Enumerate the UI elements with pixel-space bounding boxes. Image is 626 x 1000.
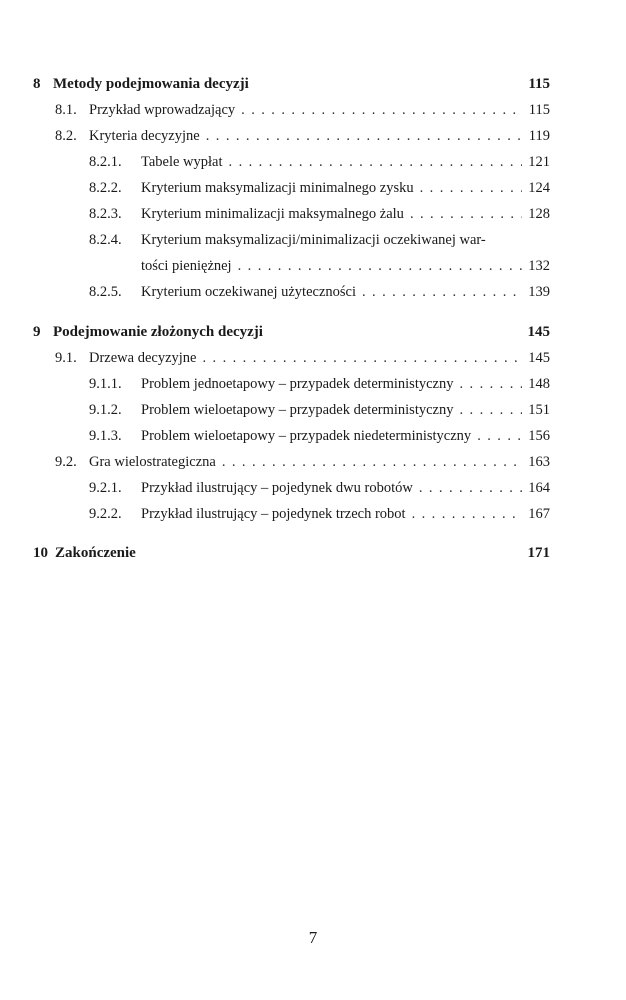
toc-entry-8-2-4 [89, 232, 550, 249]
entry-title: Kryterium minimalizacji maksymalnego żalu [141, 206, 404, 222]
entry-page: 156 [528, 428, 550, 444]
leader-dots [477, 428, 522, 445]
chapter-page: 171 [527, 545, 550, 561]
toc-entry-8-1 [55, 102, 550, 119]
entry-page: 132 [528, 258, 550, 274]
leader-dots [229, 154, 522, 171]
chapter-number: 8 [33, 76, 41, 92]
chapter-page: 115 [528, 76, 550, 92]
entry-page: 119 [528, 128, 550, 144]
entry-title: Problem wieloetapowy – przypadek deterministyczny [141, 402, 454, 418]
entry-number: 8.2.1. [89, 154, 122, 170]
entry-number: 9.1.1. [89, 376, 122, 392]
entry-number: 8.2.4. [89, 232, 122, 248]
leader-dots [412, 506, 522, 523]
entry-title: Kryteria decyzyjne [89, 128, 200, 144]
toc-entry-9-2 [55, 454, 550, 471]
entry-number: 8.2. [55, 128, 77, 144]
leader-dots [238, 258, 522, 275]
toc-entry-9-1 [55, 350, 550, 367]
chapter-page: 145 [527, 324, 550, 340]
entry-title: Przykład wprowadzający [89, 102, 236, 118]
entry-title: Tabele wypłat [141, 154, 223, 170]
toc-entry-8-2-5 [89, 284, 550, 301]
toc-entry-9-1-3 [89, 428, 550, 445]
entry-page: 148 [528, 376, 550, 392]
entry-page: 145 [528, 350, 550, 366]
entry-number: 9.1.3. [89, 428, 122, 444]
leader-dots [206, 128, 522, 145]
entry-page: 115 [528, 102, 550, 118]
entry-title: Problem wieloetapowy – przypadek niedeterministyczny [141, 428, 472, 444]
toc-entry-8-2 [55, 128, 550, 145]
chapter-number: 9 [33, 324, 41, 340]
entry-page: 121 [528, 154, 550, 170]
entry-page: 167 [528, 506, 550, 522]
entry-number: 9.2.2. [89, 506, 122, 522]
entry-number: 8.1. [55, 102, 77, 118]
toc-entry-9-1-2 [89, 402, 550, 419]
toc-entry-8-2-4-cont [141, 258, 550, 275]
entry-number: 9.2.1. [89, 480, 122, 496]
chapter-title: Zakończenie [55, 545, 136, 561]
entry-title: Przykład ilustrujący – pojedynek dwu robotów [141, 480, 413, 496]
entry-title-line1: Kryterium maksymalizacji/minimalizacji oczekiwanej war- [141, 232, 486, 248]
entry-title: Problem jednoetapowy – przypadek deterministyczny [141, 376, 454, 392]
entry-title: Kryterium oczekiwanej użyteczności [141, 284, 356, 300]
leader-dots [410, 206, 522, 223]
entry-title: Przykład ilustrujący – pojedynek trzech robot [141, 506, 406, 522]
toc-entry-9-2-2 [89, 506, 550, 523]
chapter-title: Podejmowanie złożonych decyzji [53, 324, 263, 340]
toc-entry-9-1-1 [89, 376, 550, 393]
leader-dots [419, 480, 522, 497]
entry-title: Kryterium maksymalizacji minimalnego zysku [141, 180, 414, 196]
leader-dots [420, 180, 522, 197]
toc-entry-9-2-1 [89, 480, 550, 497]
entry-page: 151 [528, 402, 550, 418]
page-number: 7 [308, 928, 318, 947]
entry-page: 139 [528, 284, 550, 300]
entry-page: 164 [528, 480, 550, 496]
leader-dots [362, 284, 522, 301]
chapter-title: Metody podejmowania decyzji [53, 76, 249, 92]
entry-number: 9.1. [55, 350, 77, 366]
entry-title: Drzewa decyzyjne [89, 350, 197, 366]
toc-entry-8-2-1 [89, 154, 550, 171]
leader-dots [222, 454, 522, 471]
entry-title: Gra wielostrategiczna [89, 454, 216, 470]
leader-dots [202, 350, 522, 367]
toc-entry-8-2-2 [89, 180, 550, 197]
toc-entry-8-2-3 [89, 206, 550, 223]
entry-page: 128 [528, 206, 550, 222]
toc-chapter-9 [33, 324, 550, 341]
entry-number: 9.1.2. [89, 402, 122, 418]
toc-chapter-10 [33, 545, 550, 562]
leader-dots [241, 102, 522, 119]
chapter-number: 10 [33, 545, 48, 561]
entry-number: 9.2. [55, 454, 77, 470]
entry-title-line2: tości pieniężnej [141, 258, 232, 274]
entry-number: 8.2.2. [89, 180, 122, 196]
leader-dots [459, 376, 522, 393]
entry-page: 163 [528, 454, 550, 470]
entry-number: 8.2.5. [89, 284, 122, 300]
entry-number: 8.2.3. [89, 206, 122, 222]
toc-chapter-8 [33, 76, 550, 93]
entry-page: 124 [528, 180, 550, 196]
leader-dots [459, 402, 522, 419]
